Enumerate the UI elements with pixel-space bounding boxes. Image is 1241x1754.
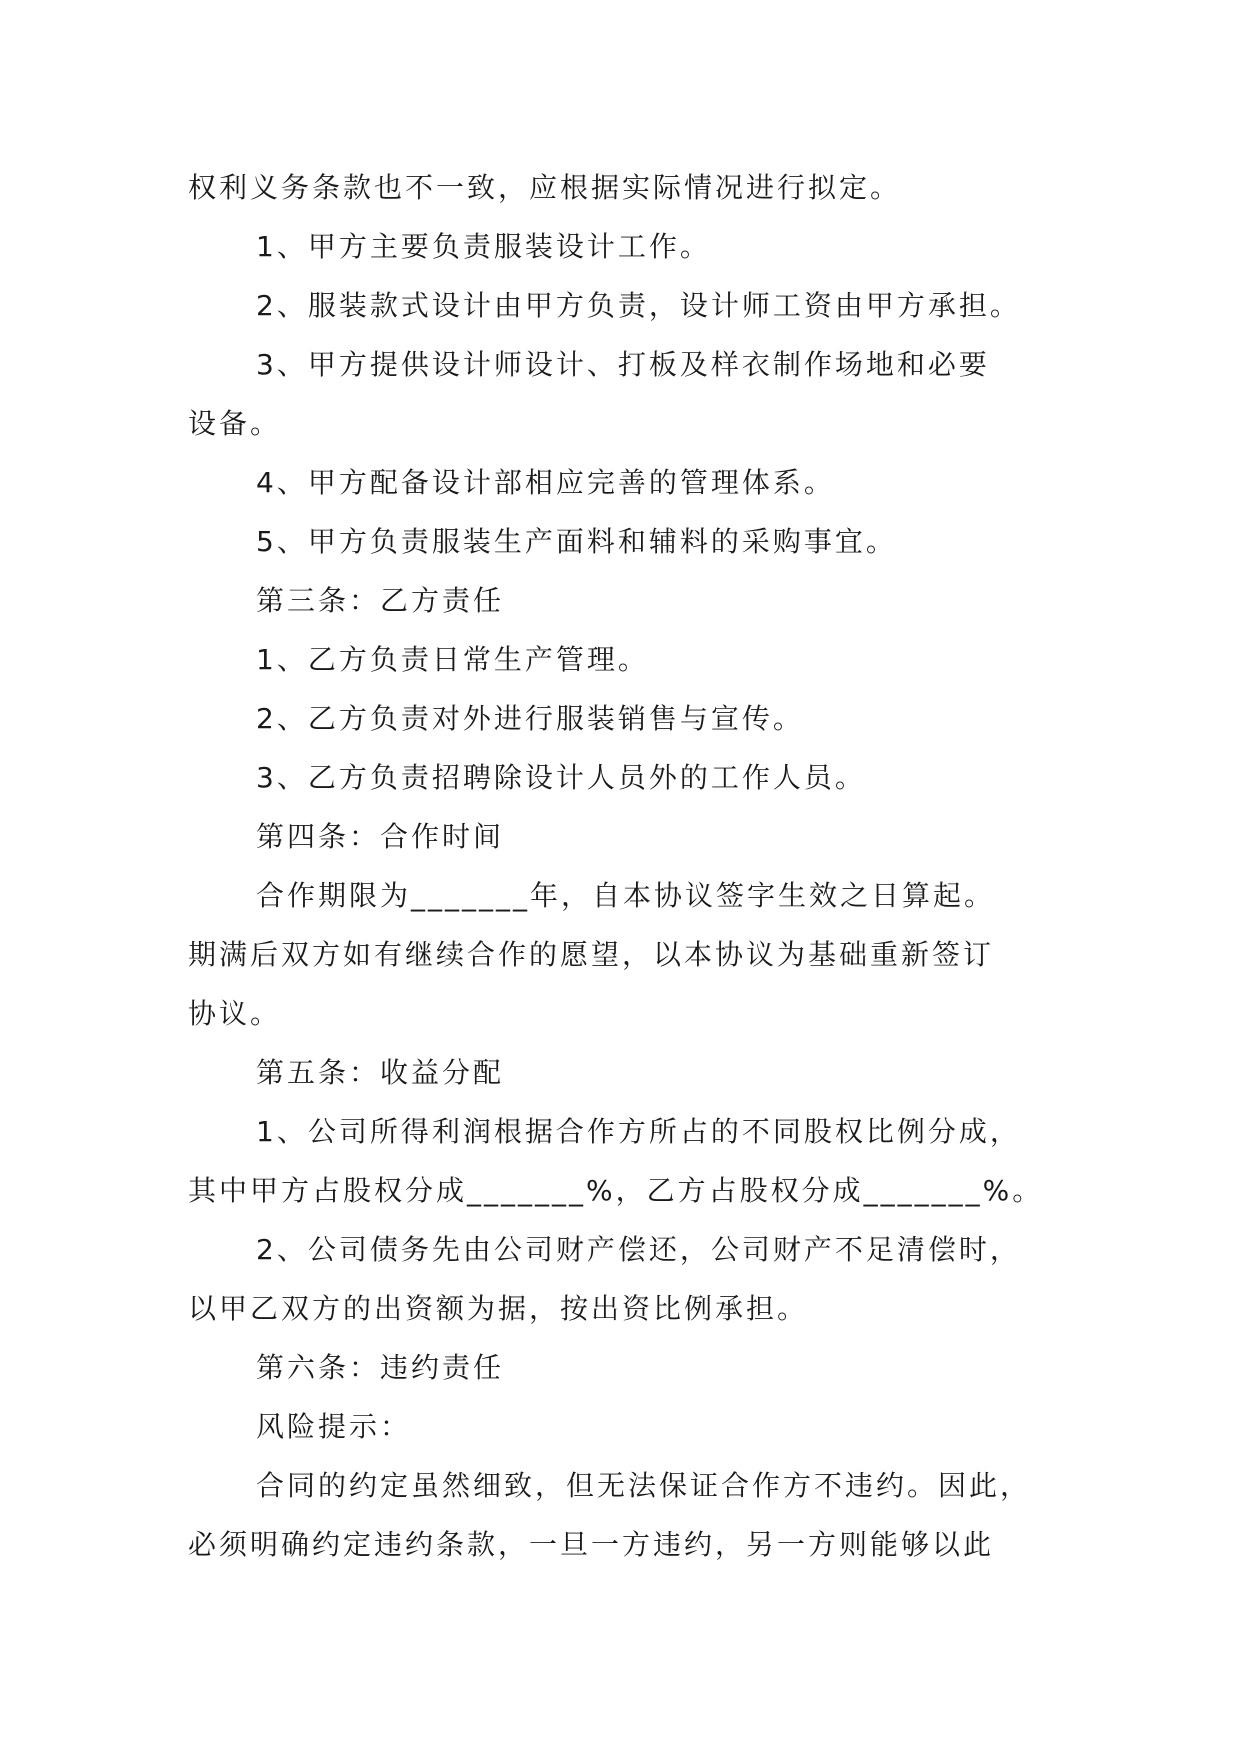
paragraph-line: 3、乙方负责招聘除设计人员外的工作人员。 <box>256 761 866 794</box>
paragraph-line: 1、公司所得利润根据合作方所占的不同股权比例分成， <box>256 1115 1021 1148</box>
paragraph-line: 以甲乙双方的出资额为据，按出资比例承担。 <box>188 1292 809 1325</box>
paragraph-line: 必须明确约定违约条款，一旦一方违约，另一方则能够以此 <box>188 1528 995 1561</box>
paragraph-line: 1、甲方主要负责服装设计工作。 <box>256 230 711 263</box>
section-heading: 第四条：合作时间 <box>256 820 505 853</box>
paragraph-line: 1、乙方负责日常生产管理。 <box>256 643 649 676</box>
paragraph-line: 合同的约定虽然细致，但无法保证合作方不违约。因此， <box>256 1469 1032 1502</box>
paragraph-line: 4、甲方配备设计部相应完善的管理体系。 <box>256 466 835 499</box>
paragraph-line: 3、甲方提供设计师设计、打板及样衣制作场地和必要 <box>256 348 990 381</box>
paragraph-line: 合作期限为_______年，自本协议签字生效之日算起。 <box>256 879 996 912</box>
paragraph-line: 权利义务条款也不一致，应根据实际情况进行拟定。 <box>188 171 902 204</box>
paragraph-line: 协议。 <box>188 997 282 1030</box>
paragraph-line: 2、服装款式设计由甲方负责，设计师工资由甲方承担。 <box>256 289 1021 322</box>
paragraph-line: 设备。 <box>188 407 282 440</box>
paragraph-line: 期满后双方如有继续合作的愿望，以本协议为基础重新签订 <box>188 938 995 971</box>
paragraph-line: 风险提示： <box>256 1410 412 1443</box>
paragraph-line: 5、甲方负责服装生产面料和辅料的采购事宜。 <box>256 525 897 558</box>
section-heading: 第五条：收益分配 <box>256 1056 505 1089</box>
document-body <box>188 158 1068 1574</box>
section-heading: 第六条：违约责任 <box>256 1351 505 1384</box>
paragraph-line: 2、公司债务先由公司财产偿还，公司财产不足清偿时， <box>256 1233 1021 1266</box>
paragraph-line: 2、乙方负责对外进行服装销售与宣传。 <box>256 702 804 735</box>
paragraph-line: 其中甲方占股权分成_______%，乙方占股权分成_______%。 <box>188 1174 1044 1207</box>
section-heading: 第三条：乙方责任 <box>256 584 505 617</box>
